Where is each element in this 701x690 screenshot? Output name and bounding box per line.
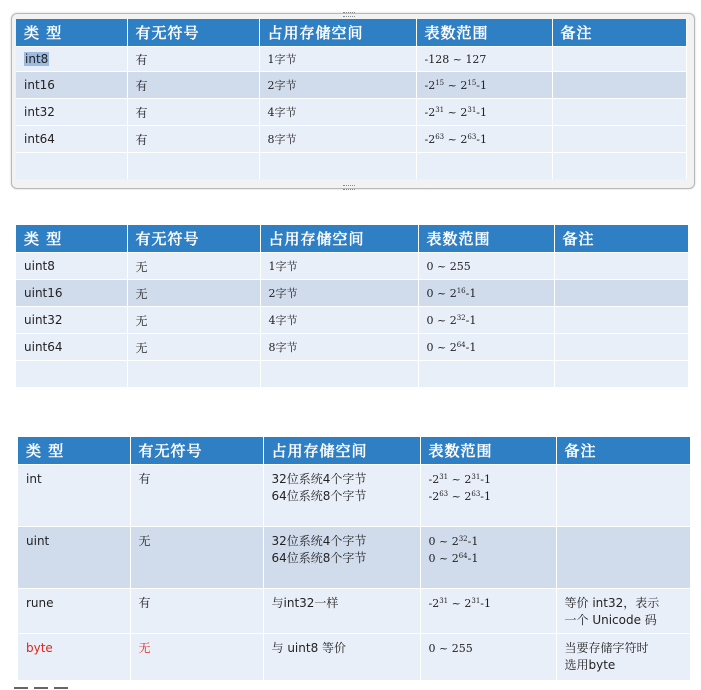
note-cell xyxy=(552,47,686,72)
type-cell: uint64 xyxy=(16,334,127,361)
range-cell: 0 ~ $2^{16}-1$ xyxy=(418,280,554,307)
note-cell: 当要存储字符时 选用byte xyxy=(556,634,690,680)
range-cell: 0 ~ 255 xyxy=(418,253,554,280)
signed-cell: 无 xyxy=(127,253,260,280)
type-cell: int64 xyxy=(16,126,127,153)
range-cell: 0 ~ $2^{32}-1$ xyxy=(418,307,554,334)
size-cell: 与 uint8 等价 xyxy=(263,634,420,680)
table-row xyxy=(16,280,688,307)
type-cell: uint32 xyxy=(16,307,127,334)
size-cell: 1字节 xyxy=(260,253,418,280)
col-type-header: 类 型 xyxy=(18,437,130,465)
header-row xyxy=(18,437,690,465)
range-cell: 0 ~ $2^{32}-1$ 0 ~ $2^{64}-1$ xyxy=(420,527,556,589)
signed-cell: 无 xyxy=(130,634,263,680)
size-cell: 32位系统4个字节 64位系统8个字节 xyxy=(263,465,420,527)
signed-cell: 有 xyxy=(127,126,259,153)
type-cell: byte xyxy=(18,634,130,680)
top-resize-handle[interactable] xyxy=(343,12,355,17)
signed-cell: 无 xyxy=(127,334,260,361)
size-cell: 8字节 xyxy=(259,126,416,153)
type-cell: uint8 xyxy=(16,253,127,280)
col-range-header: 表数范围 xyxy=(420,437,556,465)
table-row xyxy=(16,126,686,153)
size-cell: 2字节 xyxy=(260,280,418,307)
range-cell: $-2^{63}$ ~ $2^{63}-1$ xyxy=(416,126,552,153)
size-cell: 2字节 xyxy=(259,72,416,99)
header-row xyxy=(16,225,688,253)
col-size-header: 占用存储空间 xyxy=(259,19,416,47)
size-cell: 8字节 xyxy=(260,334,418,361)
table-row xyxy=(16,334,688,361)
signed-cell: 有 xyxy=(127,47,259,72)
col-note-header: 备注 xyxy=(556,437,690,465)
table-row-empty xyxy=(16,153,686,179)
bottom-resize-handle[interactable] xyxy=(343,185,355,190)
col-note-header: 备注 xyxy=(552,19,686,47)
note-cell xyxy=(552,126,686,153)
table-row xyxy=(18,527,690,589)
table-row xyxy=(16,99,686,126)
signed-cell: 有 xyxy=(130,589,263,634)
note-cell xyxy=(552,99,686,126)
range-cell: $-2^{31}$ ~ $2^{31}-1$ xyxy=(416,99,552,126)
range-cell: 0 ~ $2^{64}-1$ xyxy=(418,334,554,361)
signed-cell: 无 xyxy=(127,280,260,307)
table-row-empty xyxy=(16,361,688,387)
col-signed-header: 有无符号 xyxy=(127,19,259,47)
type-cell: int32 xyxy=(16,99,127,126)
note-cell xyxy=(554,280,688,307)
cropped-text-fragment xyxy=(14,680,94,690)
note-cell xyxy=(556,465,690,527)
col-size-header: 占用存储空间 xyxy=(263,437,420,465)
note-cell xyxy=(552,72,686,99)
table-row xyxy=(18,589,690,634)
signed-cell: 有 xyxy=(127,99,259,126)
signed-cell: 无 xyxy=(130,527,263,589)
note-cell xyxy=(556,527,690,589)
col-signed-header: 有无符号 xyxy=(127,225,260,253)
range-cell: -128 ~ 127 xyxy=(416,47,552,72)
size-cell: 4字节 xyxy=(260,307,418,334)
signed-int-table xyxy=(16,19,687,179)
header-row xyxy=(16,19,686,47)
col-type-header: 类 型 xyxy=(16,225,127,253)
type-cell: rune xyxy=(18,589,130,634)
col-signed-header: 有无符号 xyxy=(130,437,263,465)
table-row xyxy=(16,47,686,72)
col-note-header: 备注 xyxy=(554,225,688,253)
type-cell: int16 xyxy=(16,72,127,99)
note-cell xyxy=(554,307,688,334)
size-cell: 4字节 xyxy=(259,99,416,126)
table-row xyxy=(16,72,686,99)
table-row xyxy=(18,634,690,680)
table-row xyxy=(16,307,688,334)
type-cell: uint16 xyxy=(16,280,127,307)
size-cell: 32位系统4个字节 64位系统8个字节 xyxy=(263,527,420,589)
note-cell xyxy=(554,253,688,280)
col-size-header: 占用存储空间 xyxy=(260,225,418,253)
range-cell: $-2^{31}$ ~ $2^{31}-1$ $-2^{63}$ ~ $2^{63}-1$ xyxy=(420,465,556,527)
signed-cell: 有 xyxy=(130,465,263,527)
type-cell: int xyxy=(18,465,130,527)
size-cell: 1字节 xyxy=(259,47,416,72)
other-int-table xyxy=(18,437,691,680)
range-cell: $-2^{15}$ ~ $2^{15}-1$ xyxy=(416,72,552,99)
signed-cell: 有 xyxy=(127,72,259,99)
range-cell: 0 ~ 255 xyxy=(420,634,556,680)
note-cell: 等价 int32，表示 一个 Unicode 码 xyxy=(556,589,690,634)
table-row xyxy=(18,465,690,527)
signed-cell: 无 xyxy=(127,307,260,334)
type-cell: uint xyxy=(18,527,130,589)
type-cell[interactable] xyxy=(16,47,127,72)
col-range-header: 表数范围 xyxy=(416,19,552,47)
col-type-header: 类 型 xyxy=(16,19,127,47)
size-cell: 与int32一样 xyxy=(263,589,420,634)
unsigned-int-table xyxy=(16,225,689,387)
range-cell: $-2^{31}$ ~ $2^{31}-1$ xyxy=(420,589,556,634)
table-row xyxy=(16,253,688,280)
col-range-header: 表数范围 xyxy=(418,225,554,253)
note-cell xyxy=(554,334,688,361)
selected-text: int8 xyxy=(25,52,49,66)
